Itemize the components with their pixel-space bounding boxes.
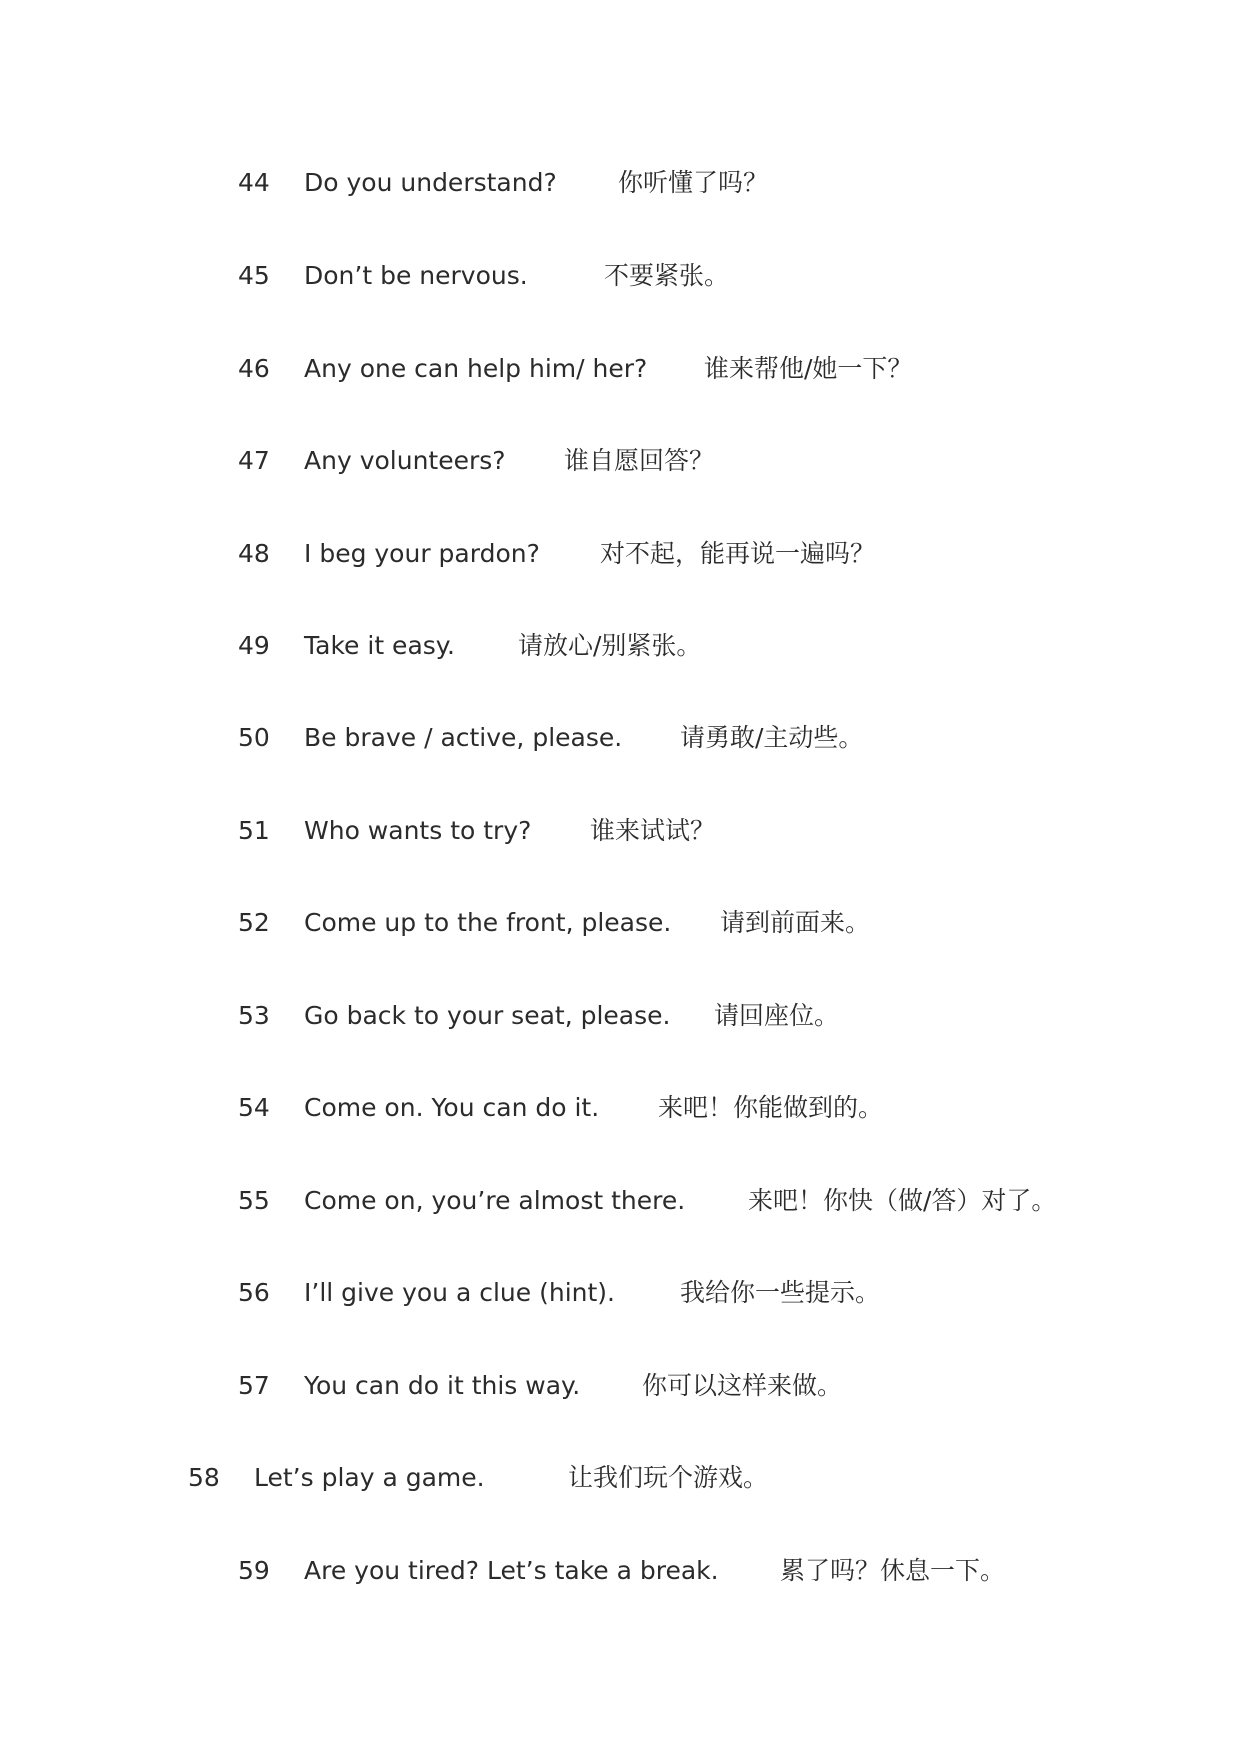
phrase-chinese: 谁自愿回答？ [564, 446, 715, 475]
phrase-number: 48 [238, 539, 270, 568]
phrase-english: Do you understand? [304, 168, 557, 197]
phrase-english: Let’s play a game. [254, 1463, 485, 1492]
phrase-chinese: 我给你一些提示。 [680, 1278, 881, 1307]
phrase-english: Come on. You can do it. [304, 1093, 600, 1122]
phrase-number: 50 [238, 723, 270, 752]
phrase-number: 49 [238, 631, 270, 660]
phrase-number: 47 [238, 446, 270, 475]
phrase-english: Come on, you’re almost there. [304, 1186, 686, 1215]
phrase-number: 46 [238, 354, 270, 383]
phrase-english: Come up to the front, please. [304, 908, 672, 937]
phrase-chinese: 谁来试试？ [590, 816, 716, 845]
phrase-chinese: 累了吗？休息一下。 [780, 1556, 1006, 1585]
phrase-number: 55 [238, 1186, 270, 1215]
phrase-english: Who wants to try? [304, 816, 532, 845]
phrase-number: 44 [238, 168, 270, 197]
phrase-english: Any volunteers? [304, 446, 506, 475]
phrase-chinese: 你听懂了吗？ [618, 168, 769, 197]
phrase-chinese: 不要紧张。 [604, 261, 730, 290]
phrase-chinese: 请回座位。 [714, 1001, 840, 1030]
phrase-number: 56 [238, 1278, 270, 1307]
phrase-english: Take it easy. [304, 631, 455, 660]
phrase-chinese: 来吧！你能做到的。 [658, 1093, 884, 1122]
phrase-english: Any one can help him/ her? [304, 354, 648, 383]
phrase-chinese: 你可以这样来做。 [642, 1371, 843, 1400]
phrase-number: 52 [238, 908, 270, 937]
phrase-number: 54 [238, 1093, 270, 1122]
phrase-chinese: 对不起，能再说一遍吗？ [600, 539, 876, 568]
phrase-chinese: 谁来帮他/她一下？ [704, 354, 913, 383]
phrase-chinese: 请到前面来。 [720, 908, 871, 937]
phrase-english: You can do it this way. [304, 1371, 581, 1400]
phrase-chinese: 来吧！你快（做/答）对了。 [748, 1186, 1057, 1215]
phrase-number: 57 [238, 1371, 270, 1400]
phrase-number: 45 [238, 261, 270, 290]
phrase-chinese: 让我们玩个游戏。 [568, 1463, 769, 1492]
phrase-number: 58 [188, 1463, 220, 1492]
phrase-number: 59 [238, 1556, 270, 1585]
phrase-chinese: 请放心/别紧张。 [518, 631, 702, 660]
phrase-number: 53 [238, 1001, 270, 1030]
phrase-english: I beg your pardon? [304, 539, 540, 568]
phrase-english: Are you tired? Let’s take a break. [304, 1556, 719, 1585]
phrase-chinese: 请勇敢/主动些。 [680, 723, 864, 752]
phrase-english: Be brave / active, please. [304, 723, 623, 752]
phrase-english: Don’t be nervous. [304, 261, 528, 290]
phrase-number: 51 [238, 816, 270, 845]
phrase-english: Go back to your seat, please. [304, 1001, 671, 1030]
phrase-english: I’ll give you a clue (hint). [304, 1278, 615, 1307]
